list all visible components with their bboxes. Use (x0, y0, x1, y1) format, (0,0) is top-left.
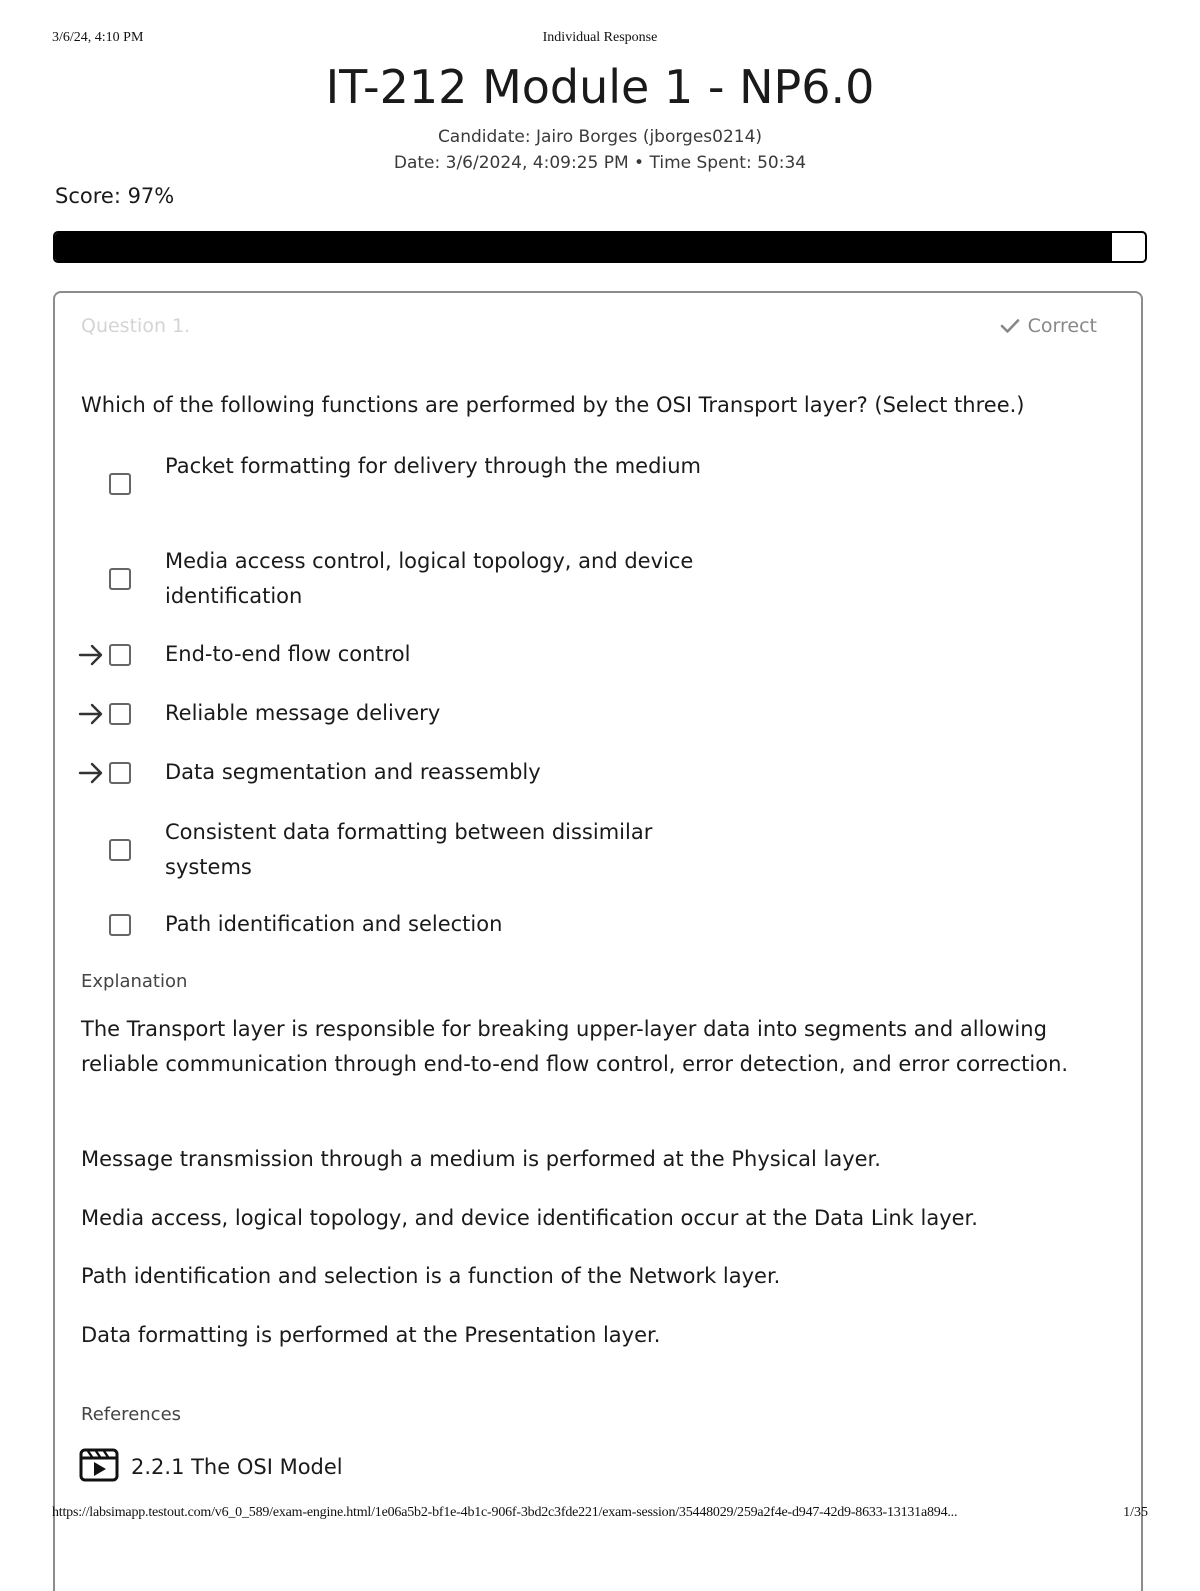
score-label: Score: 97% (55, 184, 175, 208)
print-footer (52, 1505, 1148, 1523)
explanation-paragraph: Message transmission through a medium is performed at the Physical layer. (81, 1147, 881, 1171)
print-datetime: 3/6/24, 4:10 PM (52, 30, 144, 45)
print-title: Individual Response (542, 30, 658, 45)
answer-option[interactable] (77, 815, 717, 887)
option-text: Reliable message delivery (165, 701, 441, 725)
option-text: Data segmentation and reassembly (165, 760, 541, 784)
candidate-line: Candidate: Jairo Borges (jborges0214) (437, 127, 763, 147)
reference-link[interactable] (79, 1448, 343, 1486)
checkbox[interactable] (109, 703, 131, 725)
explanation-paragraph: Data formatting is performed at the Presentation layer. (81, 1323, 661, 1347)
option-text: Packet formatting for delivery through the medium (165, 454, 702, 478)
question-status (1000, 315, 1097, 337)
answer-option[interactable] (77, 544, 717, 616)
print-header (52, 30, 1148, 48)
exam-title: IT-212 Module 1 - NP6.0 (325, 60, 875, 114)
question-prompt: Which of the following functions are performed by the OSI Transport layer? (Select three.) (81, 393, 1025, 417)
score-progress-bar (53, 231, 1147, 263)
checkmark-icon (1000, 318, 1020, 334)
checkbox[interactable] (109, 762, 131, 784)
option-text: Path identification and selection (165, 912, 503, 936)
option-text: Consistent data formatting between dissimilar systems (165, 820, 653, 879)
correct-answer-arrow-icon (77, 760, 105, 786)
question-card (53, 291, 1143, 1591)
checkbox[interactable] (109, 644, 131, 666)
explanation-paragraph: The Transport layer is responsible for breaking upper-layer data into segments and allowing reliable communication through end-to-end flow control, error detection, and error correction. (81, 1017, 1069, 1076)
checkbox[interactable] (109, 914, 131, 936)
explanation-paragraph: Media access, logical topology, and device identification occur at the Data Link layer. (81, 1206, 978, 1230)
status-text: Correct (1027, 315, 1097, 337)
answer-option[interactable] (77, 696, 717, 732)
checkbox[interactable] (109, 839, 131, 861)
explanation-paragraph: Path identification and selection is a function of the Network layer. (81, 1264, 781, 1288)
score-progress-fill (55, 233, 1112, 261)
date-line: Date: 3/6/2024, 4:09:25 PM • Time Spent: 50:34 (393, 153, 807, 173)
option-text: End-to-end flow control (165, 642, 411, 666)
question-number: Question 1. (81, 315, 191, 337)
correct-answer-arrow-icon (77, 642, 105, 668)
reference-title[interactable]: 2.2.1 The OSI Model (131, 1455, 343, 1479)
answer-option[interactable] (77, 637, 717, 673)
checkbox[interactable] (109, 473, 131, 495)
option-text: Media access control, logical topology, and device identification (165, 549, 694, 608)
explanation-label: Explanation (81, 971, 188, 992)
video-icon (79, 1448, 119, 1486)
page-url: https://labsimapp.testout.com/v6_0_589/exam-engine.html/1e06a5b2-bf1e-4b1c-906f-3bd2c3fde221/exam-session/35448029/259a2f4e-d947-42d9-8633-13131a894... (52, 1505, 958, 1520)
page-number: 1/35 (1123, 1505, 1148, 1520)
references-label: References (81, 1404, 182, 1425)
checkbox[interactable] (109, 568, 131, 590)
answer-option[interactable] (77, 755, 717, 791)
answer-option[interactable] (77, 449, 717, 521)
correct-answer-arrow-icon (77, 701, 105, 727)
answer-option[interactable] (77, 907, 717, 943)
